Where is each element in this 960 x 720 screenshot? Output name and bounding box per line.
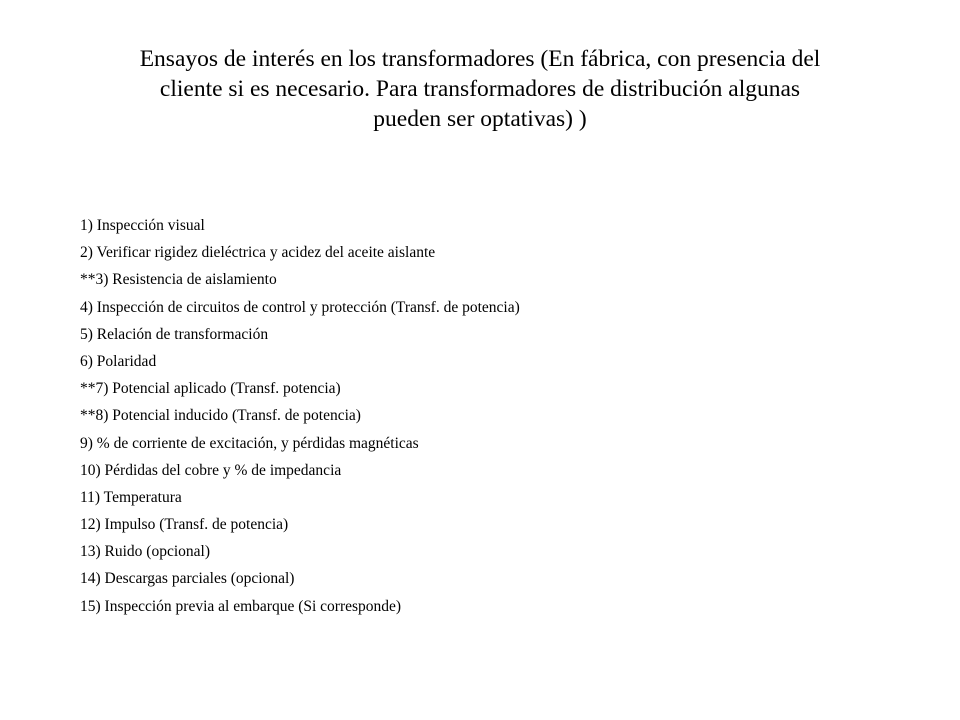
test-item-2: 2) Verificar rigidez dieléctrica y acidez del aceite aislante (80, 244, 436, 262)
test-item-7: **7) Potencial aplicado (Transf. potencia) (80, 380, 341, 398)
test-item-8: **8) Potencial inducido (Transf. de potencia) (80, 407, 361, 425)
test-item-13: 13) Ruido (opcional) (80, 543, 211, 561)
test-item-11: 11) Temperatura (80, 488, 182, 506)
slide-title-line: pueden ser optativas) ) (373, 106, 587, 132)
test-item-15: 15) Inspección previa al embarque (Si corresponde) (80, 597, 402, 615)
test-item-6: 6) Polaridad (80, 352, 157, 370)
test-item-10: 10) Pérdidas del cobre y % de impedancia (80, 461, 342, 479)
test-item-9: 9) % de corriente de excitación, y pérdidas magnéticas (80, 434, 419, 452)
test-item-1: 1) Inspección visual (80, 217, 205, 234)
test-item-4: 4) Inspección de circuitos de control y protección (Transf. de potencia) (80, 298, 520, 316)
slide-title (80, 44, 880, 134)
slide-title-line: Ensayos de interés en los transformadores (En fábrica, con presencia del (139, 46, 821, 72)
test-item-14: 14) Descargas parciales (opcional) (80, 570, 295, 588)
test-item-12: 12) Impulso (Transf. de potencia) (80, 516, 289, 534)
slide-title-line: cliente si es necesario. Para transformadores de distribución algunas (159, 76, 801, 102)
test-list (80, 212, 520, 620)
test-item-3: **3) Resistencia de aislamiento (80, 271, 277, 289)
test-item-5: 5) Relación de transformación (80, 325, 269, 343)
